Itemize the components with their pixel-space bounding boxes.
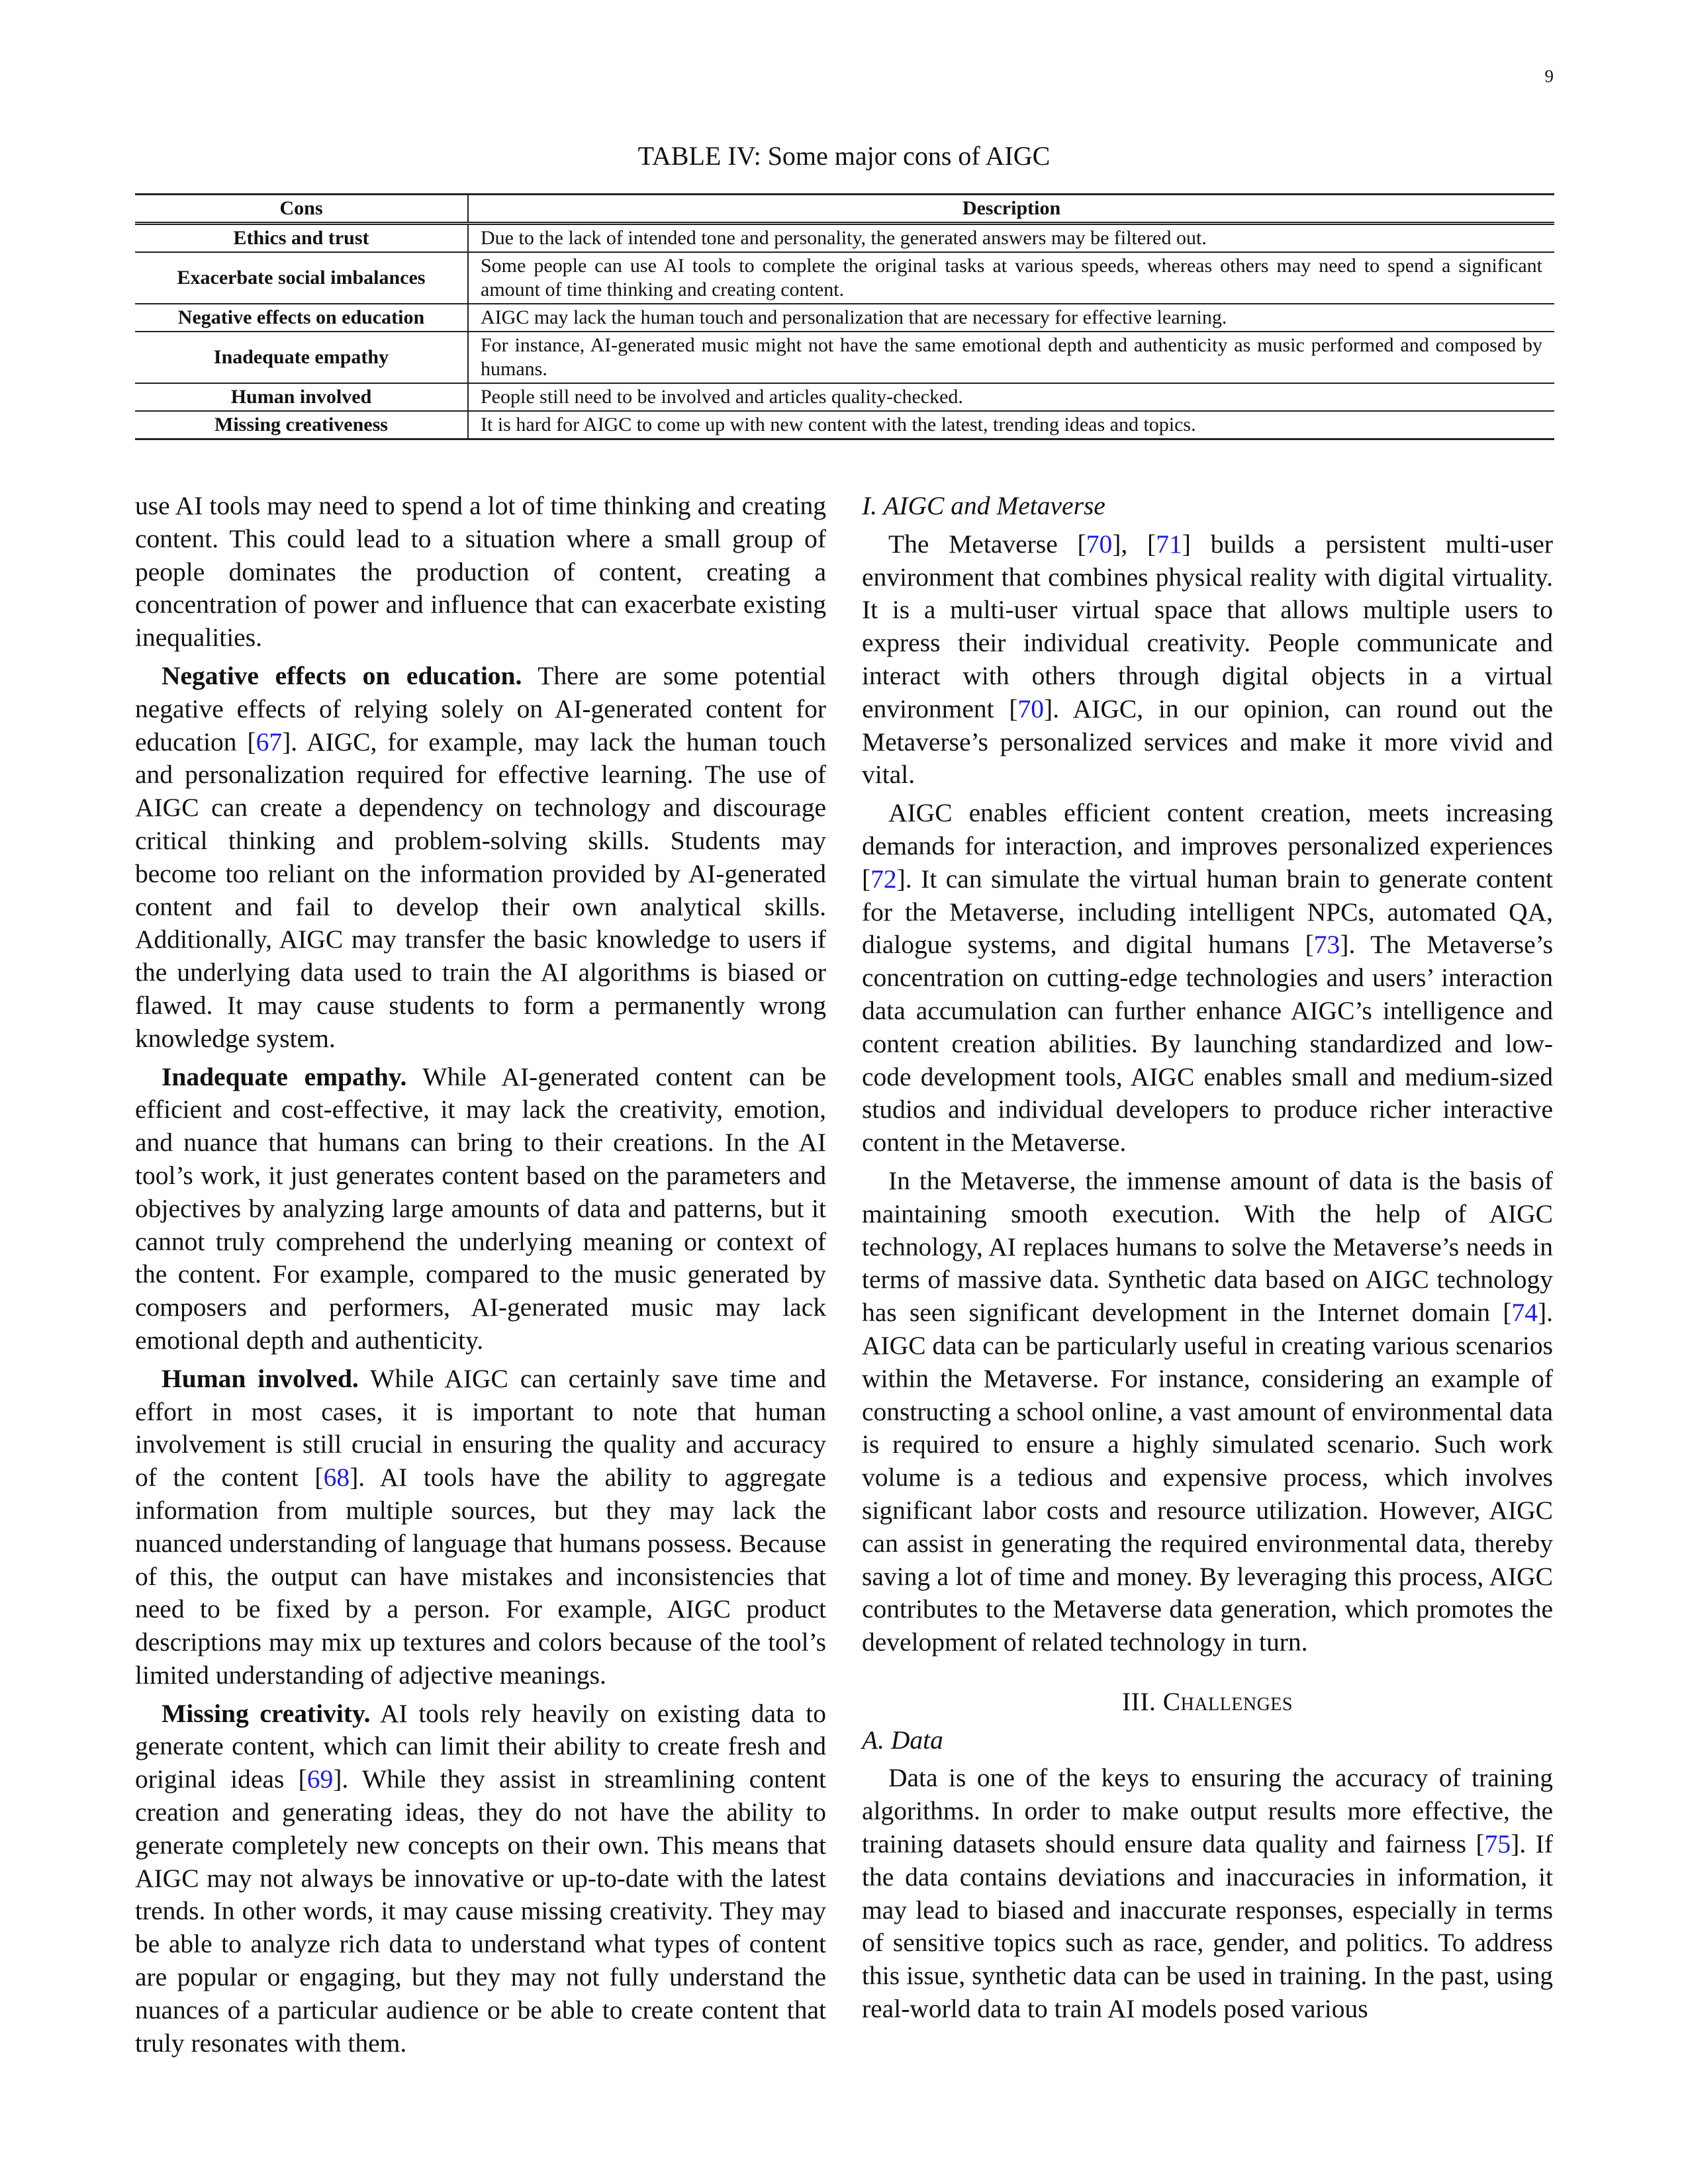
- con-description: Some people can use AI tools to complete the original tasks at various speeds, whereas others may need to spend a significant amount of time thinking and creating content.: [468, 252, 1554, 304]
- con-description: For instance, AI-generated music might not have the same emotional depth and authenticity as music performed and composed by humans.: [468, 332, 1554, 383]
- paragraph-title: Missing creativity.: [162, 1698, 371, 1728]
- citation-link[interactable]: 70: [1086, 529, 1113, 559]
- header-cons: Cons: [135, 195, 468, 224]
- con-name: Exacerbate social imbalances: [135, 252, 468, 304]
- header-description: Description: [468, 195, 1554, 224]
- paragraph-title: Human involved.: [162, 1363, 359, 1393]
- con-name: Negative effects on education: [135, 304, 468, 332]
- paragraph-title: Negative effects on education.: [162, 660, 522, 690]
- table-header-row: [135, 195, 1554, 224]
- table-row: [135, 224, 1554, 253]
- con-description: AIGC may lack the human touch and personalization that are necessary for effective learning.: [468, 304, 1554, 332]
- table-caption: TABLE IV: Some major cons of AIGC: [637, 141, 1051, 171]
- con-description: It is hard for AIGC to come up with new content with the latest, trending ideas and topics.: [468, 411, 1554, 439]
- table-row: [135, 411, 1554, 439]
- paragraph-aigc-content-creation: AIGC enables efficient content creation, meets increasing demands for interaction, and improves personalized experiences [72]. It can simulate the virtual human brain to generate content for the Metaverse, including intelligent NPCs, automated QA, dialogue systems, and digital humans [73]. The Metaverse’s concentration on cutting-edge technologies and users’ interaction data accumulation can further enhance AIGC’s intelligence and content creation abilities. By launching standardized and low-code development tools, AIGC enables small and medium-sized studios and individual developers to produce richer interactive content in the Metaverse.: [862, 798, 1553, 1158]
- paragraph-title: Inadequate empathy.: [162, 1062, 407, 1091]
- citation-link[interactable]: 74: [1511, 1298, 1538, 1328]
- paragraph-negative-effects: Negative effects on education. There are some potential negative effects of relying solely on AI-generated content for education [67]. AIGC, for example, may lack the human touch and personalization required for effective learning. The use of AIGC can create a dependency on technology and discourage critical thinking and problem-solving skills. Students may become too reliant on the information provided by AI-generated content and fail to develop their own analytical skills. Additionally, AIGC may transfer the basic knowledge to users if the underlying data used to train the AI algorithms is biased or flawed. It may cause students to form a permanently wrong knowledge system.: [135, 660, 826, 1053]
- paragraph-data: Data is one of the keys to ensuring the accuracy of training algorithms. In order to make output results more effective, the training datasets should ensure data quality and fairness [75]. If the data contains deviations and inaccuracies in information, it may lead to biased and inaccurate responses, especially in terms of sensitive topics such as race, gender, and politics. To address this issue, synthetic data can be used in training. In the past, using real-world data to train AI models posed various: [862, 1763, 1553, 2024]
- paragraph-metaverse-data: In the Metaverse, the immense amount of data is the basis of maintaining smooth execution. With the help of AIGC technology, AI replaces humans to solve the Metaverse’s needs in terms of massive data. Synthetic data based on AIGC technology has seen significant development in the Internet domain [74]. AIGC data can be particularly useful in creating various scenarios within the Metaverse. For instance, considering an example of constructing a school online, a vast amount of environmental data is required to ensure a highly simulated scenario. Such work volume is a tedious and expensive process, which involves significant labor costs and resource utilization. However, AIGC can assist in generating the required environmental data, thereby saving a lot of time and money. By leveraging this process, AIGC contributes to the Metaverse data generation, which promotes the development of related technology in turn.: [862, 1165, 1553, 1657]
- right-column: [862, 490, 1553, 2031]
- citation-link[interactable]: 70: [1017, 694, 1045, 723]
- table-row: [135, 383, 1554, 411]
- citation-link[interactable]: 68: [323, 1463, 350, 1492]
- con-name: Human involved: [135, 383, 468, 411]
- citation-link[interactable]: 71: [1156, 529, 1182, 559]
- citation-link[interactable]: 73: [1313, 930, 1340, 960]
- section-heading-challenges: III. Challenges: [1122, 1686, 1293, 1716]
- con-name: Missing creativeness: [135, 411, 468, 439]
- citation-link[interactable]: 75: [1484, 1829, 1511, 1859]
- cons-table: [135, 193, 1554, 440]
- table-row: [135, 332, 1554, 383]
- subsection-heading-data: A. Data: [862, 1725, 943, 1754]
- citation-link[interactable]: 72: [870, 864, 897, 893]
- subsection-heading-metaverse: I. AIGC and Metaverse: [862, 491, 1105, 520]
- left-column: [135, 490, 826, 2065]
- con-name: Inadequate empathy: [135, 332, 468, 383]
- paragraph-human-involved: Human involved. While AIGC can certainly save time and effort in most cases, it is important to note that human involvement is still crucial in ensuring the quality and accuracy of the content [68]. AI tools have the ability to aggregate information from multiple sources, but they may lack the nuanced understanding of language that humans possess. Because of this, the output can have mistakes and inconsistencies that need to be fixed by a person. For example, AIGC product descriptions may mix up textures and colors because of the tool’s limited understanding of adjective meanings.: [135, 1363, 826, 1690]
- paragraph-missing-creativity: Missing creativity. AI tools rely heavily on existing data to generate content, which can limit their ability to create fresh and original ideas [69]. While they assist in streamlining content creation and generating ideas, they do not have the ability to generate completely new concepts on their own. This means that AIGC may not always be innovative or up-to-date with the latest trends. In other words, it may cause missing creativity. They may be able to analyze rich data to understand what types of content are popular or engaging, but they may not fully understand the nuances of a particular audience or be able to create content that truly resonates with them.: [135, 1698, 826, 2058]
- paragraph-metaverse-intro: The Metaverse [70], [71] builds a persistent multi-user environment that combines physical reality with digital virtuality. It is a multi-user virtual space that allows multiple users to express their individual creativity. People communicate and interact with others through digital objects in a virtual environment [70]. AIGC, in our opinion, can round out the Metaverse’s personalized services and make it more vivid and vital.: [862, 529, 1553, 790]
- citation-link[interactable]: 69: [306, 1764, 334, 1794]
- con-description: Due to the lack of intended tone and personality, the generated answers may be filtered out.: [468, 224, 1554, 253]
- con-description: People still need to be involved and articles quality-checked.: [468, 383, 1554, 411]
- paragraph-inadequate-empathy: Inadequate empathy. While AI-generated content can be efficient and cost-effective, it may lack the creativity, emotion, and nuance that humans can bring to their creations. In the AI tool’s work, it just generates content based on the parameters and objectives by analyzing large amounts of data and patterns, but it cannot truly comprehend the underlying meaning or context of the content. For example, compared to the music generated by composers and performers, AI-generated music may lack emotional depth and authenticity.: [135, 1062, 826, 1355]
- table-row: [135, 252, 1554, 304]
- citation-link[interactable]: 67: [256, 727, 283, 756]
- page-number: 9: [1544, 66, 1554, 86]
- table-row: [135, 304, 1554, 332]
- paragraph-continuation: use AI tools may need to spend a lot of time thinking and creating content. This could lead to a situation where a small group of people dominates the production of content, creating a concentration of power and influence that can exacerbate existing inequalities.: [135, 491, 826, 653]
- con-name: Ethics and trust: [135, 224, 468, 253]
